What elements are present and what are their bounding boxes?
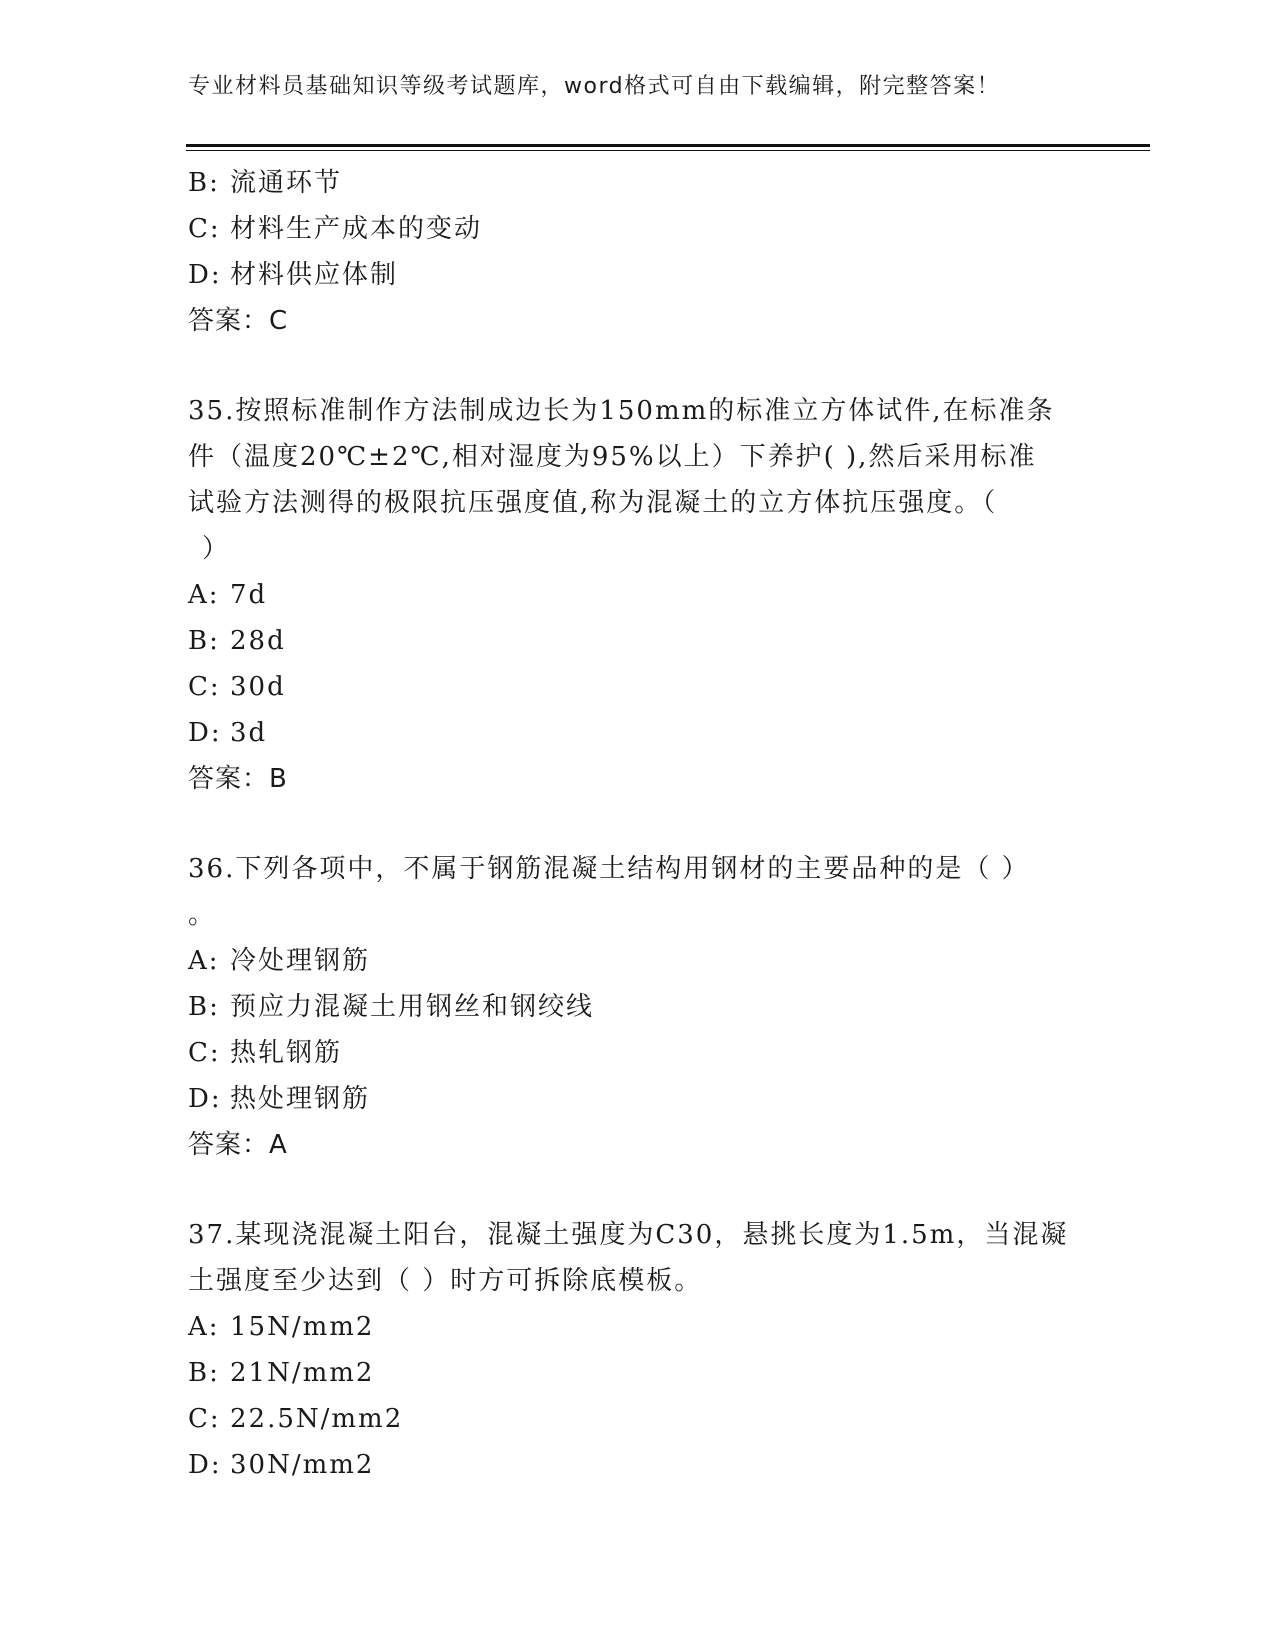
header-rule-thin	[186, 150, 1150, 151]
option-c: C: 30d	[188, 672, 286, 702]
answer: 答案：C	[188, 306, 289, 336]
question-text-line: 37.某现浇混凝土阳台，混凝土强度为C30，悬挑长度为1.5m，当混凝	[188, 1220, 1069, 1250]
question-text-line: 35.按照标准制作方法制成边长为150mm的标准立方体试件,在标准条	[188, 396, 1055, 426]
option-c: C: 材料生产成本的变动	[188, 214, 483, 244]
option-a: A: 7d	[188, 580, 268, 610]
prev-question	[188, 160, 1088, 344]
option-b: B: 预应力混凝土用钢丝和钢绞线	[188, 992, 595, 1022]
answer: 答案：B	[188, 764, 288, 794]
option-d: D: 30N/mm2	[188, 1450, 375, 1480]
option-d: D: 3d	[188, 718, 268, 748]
question-text-line: 36.下列各项中，不属于钢筋混凝土结构用钢材的主要品种的是（ ）	[188, 854, 1030, 884]
option-d: D: 材料供应体制	[188, 260, 399, 290]
question-content	[188, 160, 1088, 1488]
question-35	[188, 388, 1088, 802]
option-b: B: 28d	[188, 626, 286, 656]
option-d: D: 热处理钢筋	[188, 1084, 371, 1114]
question-text-line: 。	[188, 900, 217, 930]
question-text-line: 试验方法测得的极限抗压强度值,称为混凝土的立方体抗压强度。（	[188, 488, 998, 518]
answer: 答案：A	[188, 1130, 288, 1160]
question-text-line: 土强度至少达到（ ）时方可拆除底模板。	[188, 1266, 703, 1296]
option-b: B: 21N/mm2	[188, 1358, 375, 1388]
option-a: A: 冷处理钢筋	[188, 946, 371, 976]
page-header: 专业材料员基础知识等级考试题库，word格式可自由下载编辑，附完整答案！	[188, 74, 1001, 99]
question-text-line: ）	[202, 534, 231, 564]
question-36	[188, 846, 1088, 1168]
option-c: C: 热轧钢筋	[188, 1038, 343, 1068]
option-a: A: 15N/mm2	[188, 1312, 375, 1342]
option-b: B: 流通环节	[188, 168, 343, 198]
header-rule-thick	[186, 144, 1150, 147]
question-text-line: 件（温度20℃±2℃,相对湿度为95%以上）下养护( ),然后采用标准	[188, 442, 1037, 472]
option-c: C: 22.5N/mm2	[188, 1404, 404, 1434]
question-37	[188, 1212, 1088, 1488]
